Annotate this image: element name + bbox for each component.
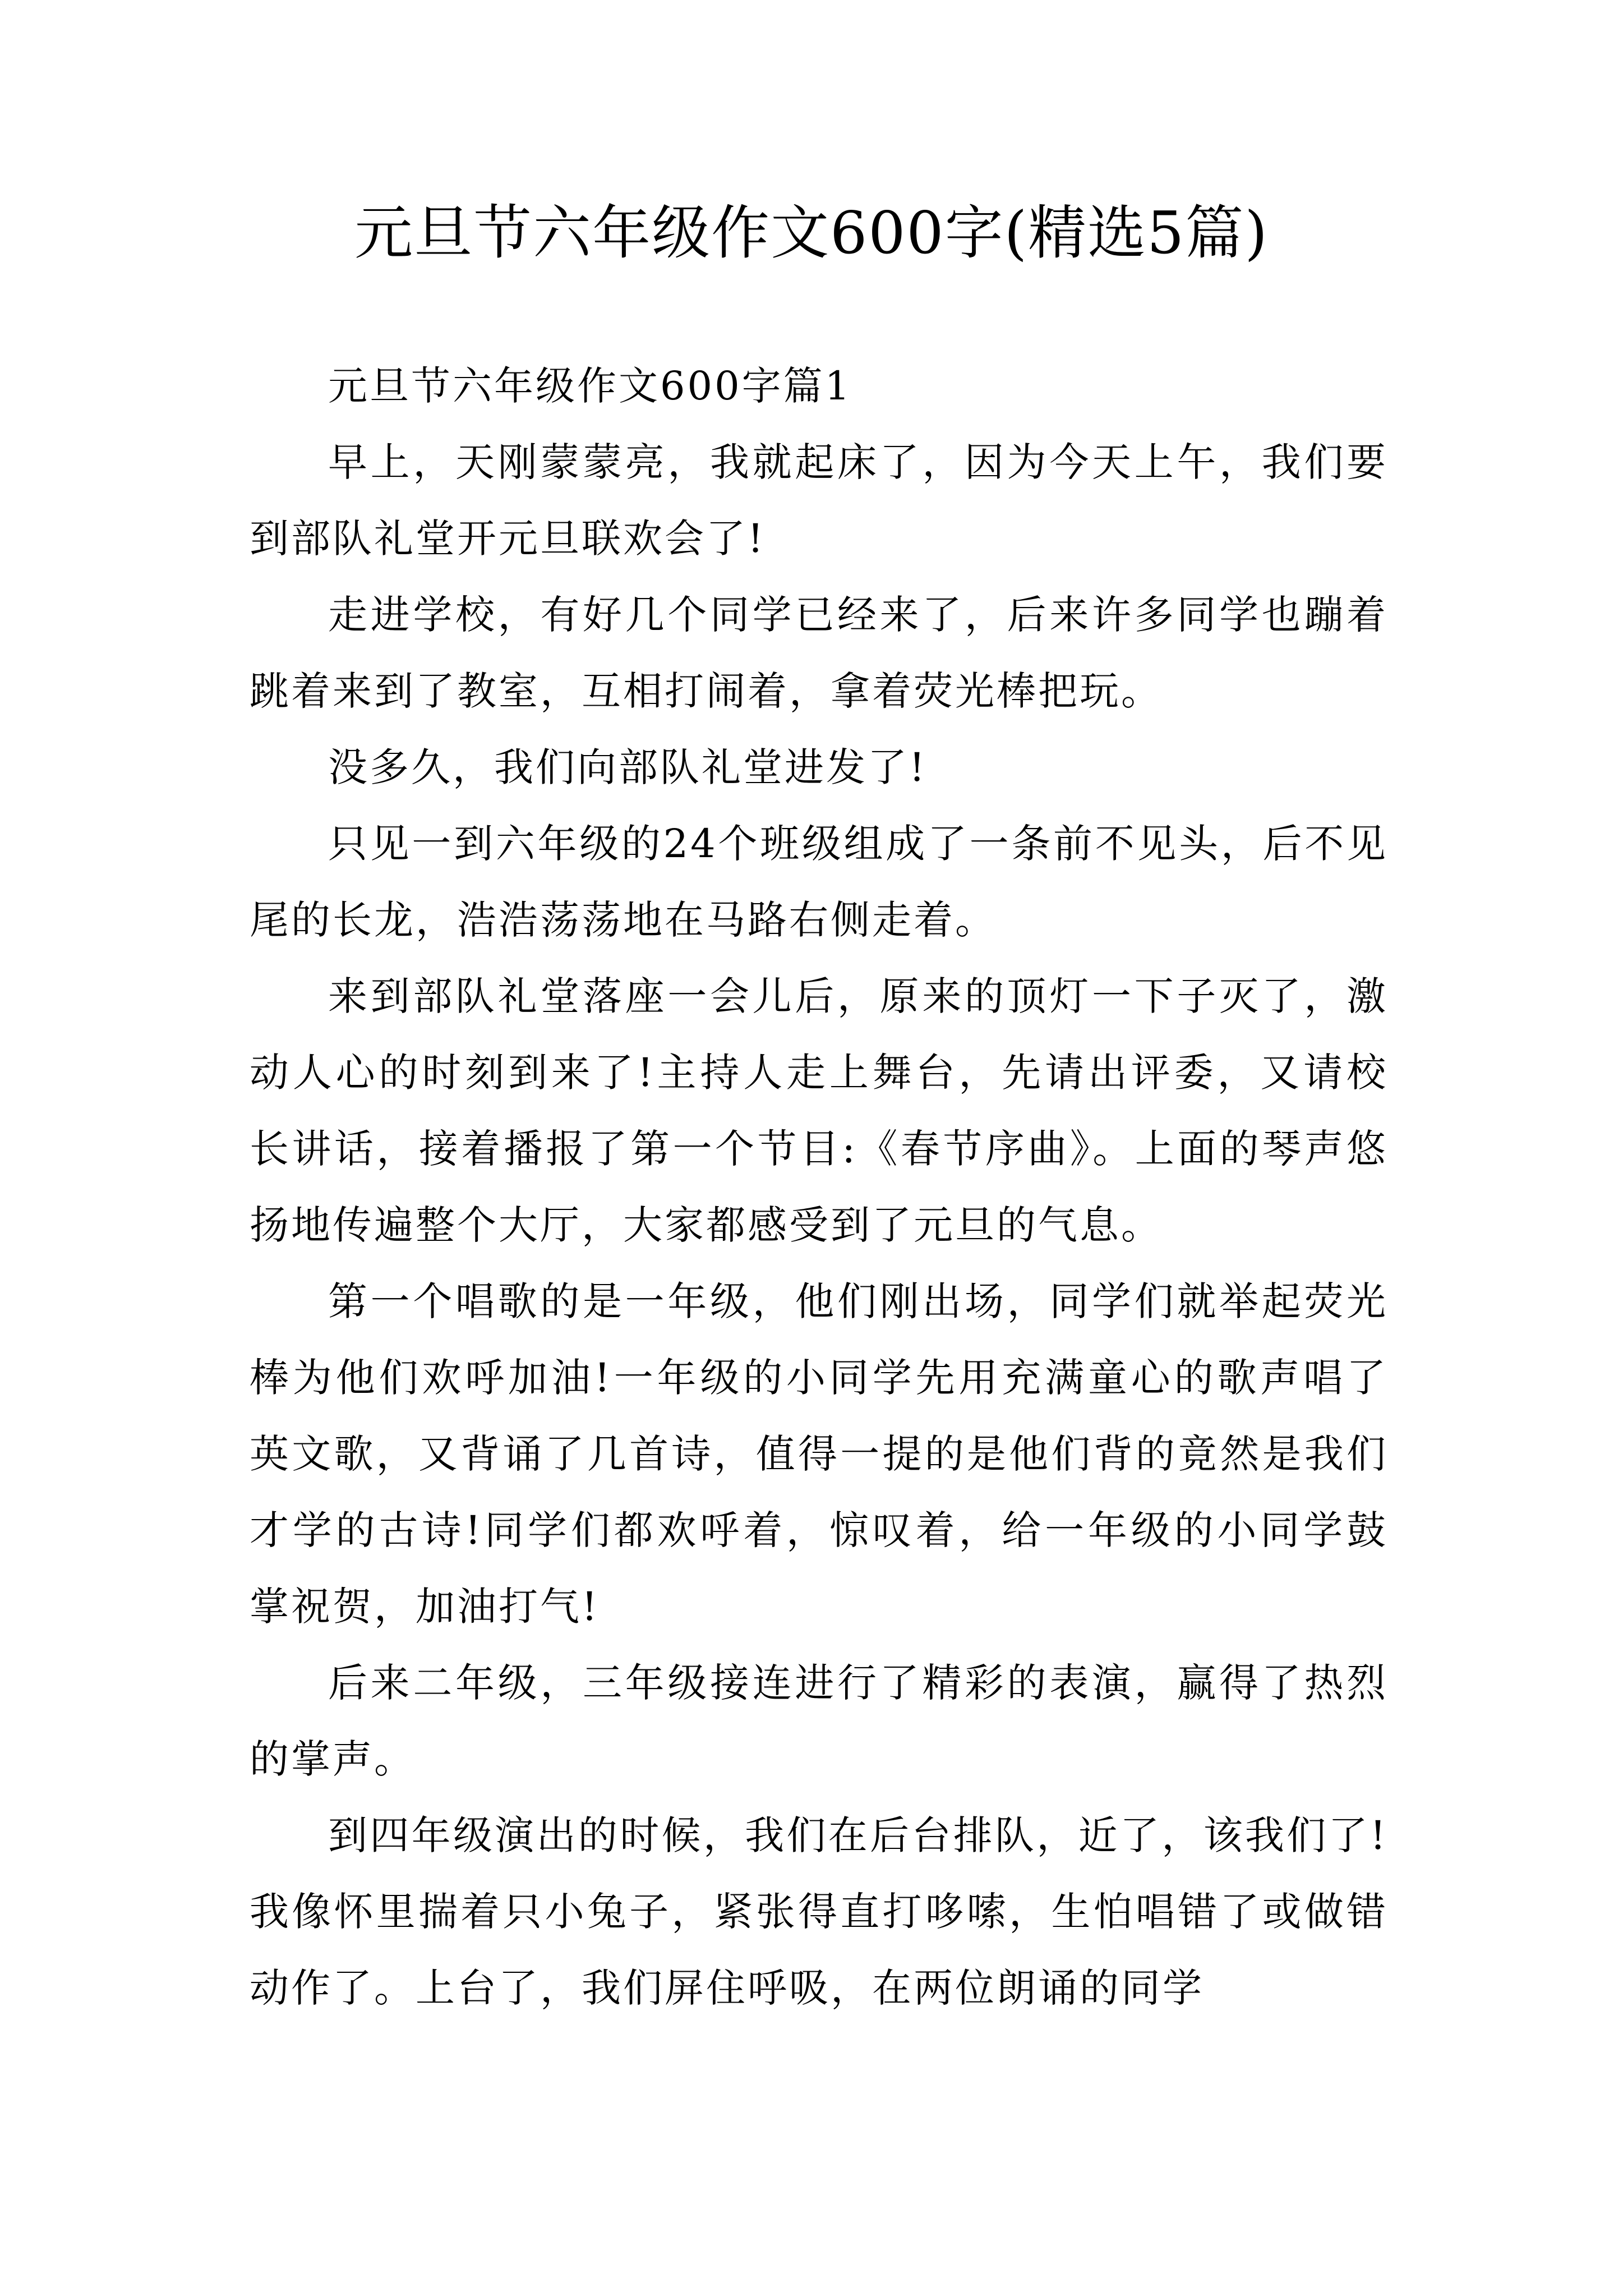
paragraph: 到四年级演出的时候，我们在后台排队，近了，该我们了!我像怀里揣着只小兔子，紧张得直打哆嗦，生怕唱错了或做错动作了。上台了，我们屏住呼吸，在两位朗诵的同学 — [250, 1812, 1388, 2011]
paragraph: 后来二年级，三年级接连进行了精彩的表演，赢得了热烈的掌声。 — [250, 1660, 1388, 1782]
paragraph: 早上，天刚蒙蒙亮，我就起床了，因为今天上午，我们要到部队礼堂开元旦联欢会了! — [250, 439, 1388, 562]
paragraph: 只见一到六年级的24个班级组成了一条前不见头，后不见尾的长龙，浩浩荡荡地在马路右侧走着。 — [250, 821, 1388, 943]
paragraph: 走进学校，有好几个同学已经来了，后来许多同学也蹦着跳着来到了教室，互相打闹着，拿着荧光棒把玩。 — [250, 592, 1388, 714]
document-body — [250, 348, 1388, 2026]
paragraph: 第一个唱歌的是一年级，他们刚出场，同学们就举起荧光棒为他们欢呼加油!一年级的小同学先用充满童心的歌声唱了英文歌，又背诵了几首诗，值得一提的是他们背的竟然是我们才学的古诗!同学们都欢呼着，惊叹着，给一年级的小同学鼓掌祝贺，加油打气! — [250, 1278, 1388, 1630]
paragraph: 没多久，我们向部队礼堂进发了! — [328, 744, 928, 790]
document-title: 元旦节六年级作文600字(精选5篇) — [354, 199, 1269, 267]
paragraph: 来到部队礼堂落座一会儿后，原来的顶灯一下子灭了，激动人心的时刻到来了!主持人走上舞台，先请出评委，又请校长讲话，接着播报了第一个节目:《春节序曲》。上面的琴声悠扬地传遍整个大厅，大家都感受到了元旦的气息。 — [250, 973, 1388, 1248]
section-heading: 元旦节六年级作文600字篇1 — [328, 363, 852, 409]
